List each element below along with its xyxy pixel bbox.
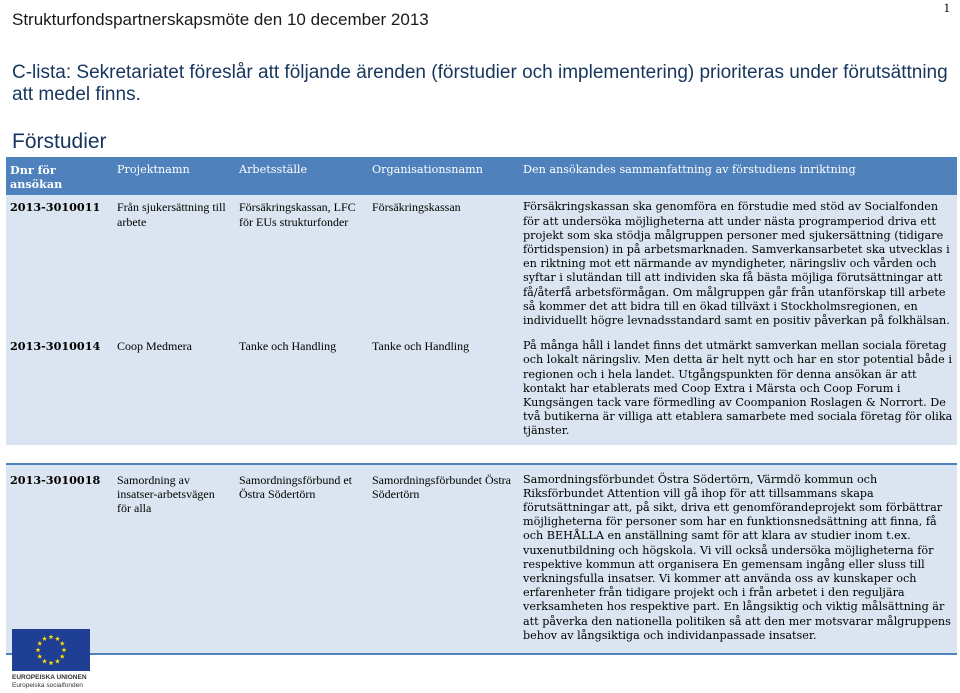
table-row — [6, 195, 957, 334]
eu-caption-line1: EUROPEISKA UNIONEN — [12, 674, 87, 681]
cell-organisation: Försäkringskassan — [368, 195, 519, 334]
header-dnr: Dnr för ansökan — [6, 157, 113, 195]
header-workplace: Arbetsställe — [235, 157, 368, 195]
cell-project: Samordning av insatser-arbetsvägen för alla — [113, 464, 235, 649]
cell-organisation: Tanke och Handling — [368, 334, 519, 444]
table-gap — [6, 445, 957, 464]
page-number: 1 — [943, 0, 950, 15]
cell-workplace: Försäkringskassan, LFC för EUs strukturfonder — [235, 195, 368, 334]
header-organisation: Organisationsnamn — [368, 157, 519, 195]
section-title: Förstudier — [12, 130, 107, 153]
table-end — [6, 649, 957, 654]
eu-caption — [12, 674, 87, 690]
cell-workplace: Tanke och Handling — [235, 334, 368, 444]
table-row — [6, 334, 957, 444]
page-subtitle: C-lista: Sekretariatet föreslår att följande ärenden (förstudier och implementering) prioriteras under förutsättning att medel finns. — [12, 62, 948, 105]
cell-workplace: Samordningsförbund et Östra Södertörn — [235, 464, 368, 649]
applications-table — [6, 157, 957, 655]
cell-dnr: 2013-3010011 — [6, 195, 113, 334]
cell-dnr: 2013-3010018 — [6, 464, 113, 649]
cell-organisation: Samordningsförbundet Östra Södertörn — [368, 464, 519, 649]
header-summary: Den ansökandes sammanfattning av förstudiens inriktning — [519, 157, 957, 195]
table-header-row — [6, 157, 957, 195]
header-project: Projektnamn — [113, 157, 235, 195]
cell-project: Från sjukersättning till arbete — [113, 195, 235, 334]
cell-summary: På många håll i landet finns det utmärkt samverkan mellan sociala företag och lokalt näringsliv. Men detta är helt nytt och har en stor potential både i regionen och i hela landet. Utgångspunkten för denna ansökan är att kontakt har etablerats med Coop Extra i Märsta och Coop Forum i Kungsängen tack vare förmedling av Coompanion Roslagen & Norrort. De två butikerna är villiga att etablera samarbete med sociala företag för olika tjänster. — [519, 334, 957, 444]
table-row — [6, 464, 957, 649]
cell-summary: Försäkringskassan ska genomföra en förstudie med stöd av Socialfonden för att undersöka möjligheterna att under nästa programperiod driva ett projekt som ska stödja målgruppen personer med sjukersättning (tidigare förtidspension) in på arbetsmarknaden. Samverkansarbetet ska utvecklas i en riktning mot ett närmande av myndigheter, näringsliv och vården och syftar i slutändan till att individen ska få bästa möjliga förutsättningar att få/återfå arbetsförmågan. Om målgruppen går från utanförskap till arbete så kommer det att bidra till en ökad tillväxt i Stockholmsregionen, en individuellt högre levnadsstandard samt en positiv påverkan på folkhälsan. — [519, 195, 957, 334]
cell-summary: Samordningsförbundet Östra Södertörn, Värmdö kommun och Riksförbundet Attention vill gå ihop för att tillsammans skapa förutsättningar att, på sikt, driva ett genomförandeprojekt som förbättrar möjligheterna för personer som har en funktionsnedsättning att finna, få och BEHÅLLA en anställning samt för att klara av studier inom t.ex. vuxenutbildning och högskola. Vi vill också undersöka möjligheterna för respektive kommun att organisera En gemensam ingång eller sluss till verkningsfulla insatser. Vi kommer att använda oss av kunskaper och erfarenheter från tidigare projekt och i från arbetet i den reguljära verksamheten hos respektive part. En långsiktig och viktig målsättning är att påverka den nationella politiken så att den mer motsvarar målgruppens behov av långsiktiga och individanpassade insatser. — [519, 464, 957, 649]
cell-dnr: 2013-3010014 — [6, 334, 113, 444]
cell-project: Coop Medmera — [113, 334, 235, 444]
eu-caption-line2: Europeiska socialfonden — [12, 682, 83, 689]
meeting-title: Strukturfondspartnerskapsmöte den 10 december 2013 — [12, 10, 429, 29]
